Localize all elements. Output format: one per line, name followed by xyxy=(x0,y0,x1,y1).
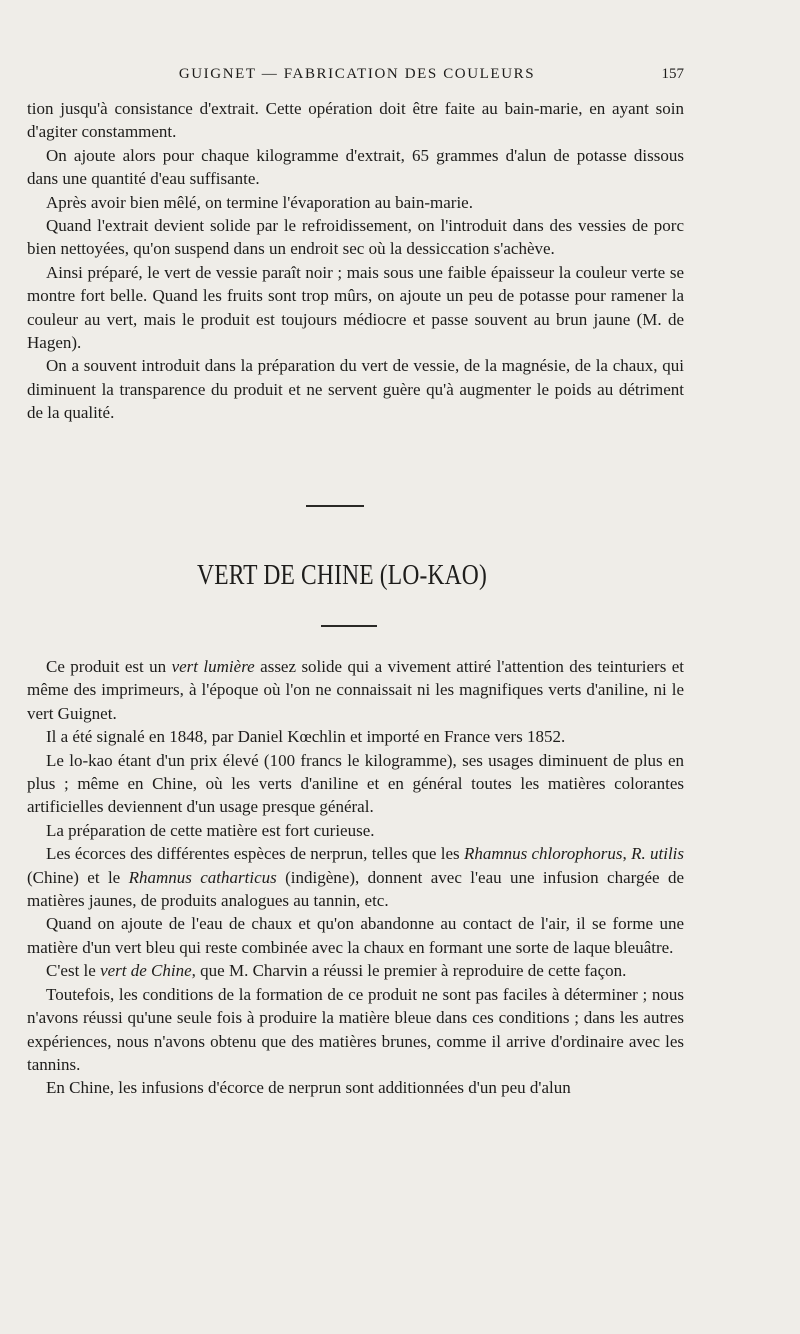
emphasis-text: vert de Chine xyxy=(100,961,192,981)
paragraph-text: assez solide qui a vivement attiré l'attention des teinturiers et même des imprimeurs, à l'époque où l'on ne connaissait ni les magnifiques verts d'aniline, ni le vert Guignet. xyxy=(27,657,684,723)
running-title: GUIGNET — FABRICATION DES COULEURS xyxy=(178,66,536,82)
paragraph-text: Les écorces des différentes espèces de nerprun, telles que les xyxy=(46,844,464,864)
paragraph xyxy=(27,655,684,725)
section-divider-top xyxy=(306,505,364,507)
paragraph: Après avoir bien mêlé, on termine l'évaporation au bain-marie. xyxy=(46,192,473,212)
emphasis-text: Rhamnus chlorophorus xyxy=(463,844,623,864)
paragraph-text: , xyxy=(622,844,632,864)
section-divider-bottom xyxy=(321,625,377,627)
paragraph: En Chine, les infusions d'écorce de nerprun sont additionnées d'un peu d'alun xyxy=(46,1078,571,1098)
paragraph: Le lo-kao étant d'un prix élevé (100 francs le kilogramme), ses usages diminuent de plus en plus ; même en Chine, où les verts d'aniline et en général toutes les matières colorantes artificielles deviennent d'un usage presque général. xyxy=(27,750,684,817)
paragraph: Quand on ajoute de l'eau de chaux et qu'on abandonne au contact de l'air, il se forme une matière d'un vert bleu qui reste combinée avec la chaux en formant une sorte de laque bleuâtre. xyxy=(27,914,684,957)
paragraph-text: Ce produit est un xyxy=(46,657,172,676)
paragraph: On a souvent introduit dans la préparation du vert de vessie, de la magnésie, de la chaux, qui diminuent la transparence du produit et ne servent guère qu'à augmenter le poids au détriment de la qualité. xyxy=(27,356,684,423)
paragraph: La préparation de cette matière est fort curieuse. xyxy=(46,820,375,840)
paragraph-text: C'est le xyxy=(46,961,101,981)
paragraph: Quand l'extrait devient solide par le refroidissement, on l'introduit dans des vessies de porc bien nettoyées, qu'on suspend dans un endroit sec où la dessiccation s'achève. xyxy=(27,216,684,259)
section-heading: VERT DE CHINE (LO-KAO) xyxy=(197,560,487,591)
paragraph: On ajoute alors pour chaque kilogramme d'extrait, 65 grammes d'alun de potasse dissous dans une quantité d'eau suffisante. xyxy=(27,145,684,189)
paragraph: Ainsi préparé, le vert de vessie paraît noir ; mais sous une faible épaisseur la couleur verte se montre fort belle. Quand les fruits sont trop mûrs, on ajoute un peu de potasse pour ramener la couleur au vert, mais le produit est toujours médiocre et passe souvent au brun jaune (M. de Hagen). xyxy=(27,262,684,353)
text-block-after-heading xyxy=(27,655,684,1100)
paragraph: Toutefois, les conditions de la formation de ce produit ne sont pas faciles à déterminer ; nous n'avons réussi qu'une seule fois à produire la matière bleue dans ces conditions ; dans les autres expériences, nous n'avons obtenu que des matières brunes, comme il arrive d'ordinaire avec les tannins. xyxy=(27,984,684,1074)
paragraph-text: , que M. Charvin a réussi le premier à reproduire de cette façon. xyxy=(191,961,627,981)
paragraph xyxy=(27,959,684,982)
emphasis-text: R. utilis xyxy=(631,844,685,864)
emphasis-text: Rhamnus catharticus xyxy=(128,867,277,887)
page-number: 157 xyxy=(661,66,684,82)
paragraph-text: (Chine) et le xyxy=(27,867,129,887)
page-header xyxy=(30,66,684,90)
paragraph-text: (indigène), donnent avec l'eau une infusion chargée de matières jaunes, de produits analogues au tannin, etc. xyxy=(27,867,684,911)
emphasis-text: vert lumière xyxy=(171,657,255,676)
paragraph: Il a été signalé en 1848, par Daniel Kœchlin et importé en France vers 1852. xyxy=(46,727,566,747)
paragraph: tion jusqu'à consistance d'extrait. Cette opération doit être faite au bain-marie, en ayant soin d'agiter constamment. xyxy=(27,99,684,142)
paragraph xyxy=(27,842,684,912)
text-block-before-heading xyxy=(27,97,684,425)
